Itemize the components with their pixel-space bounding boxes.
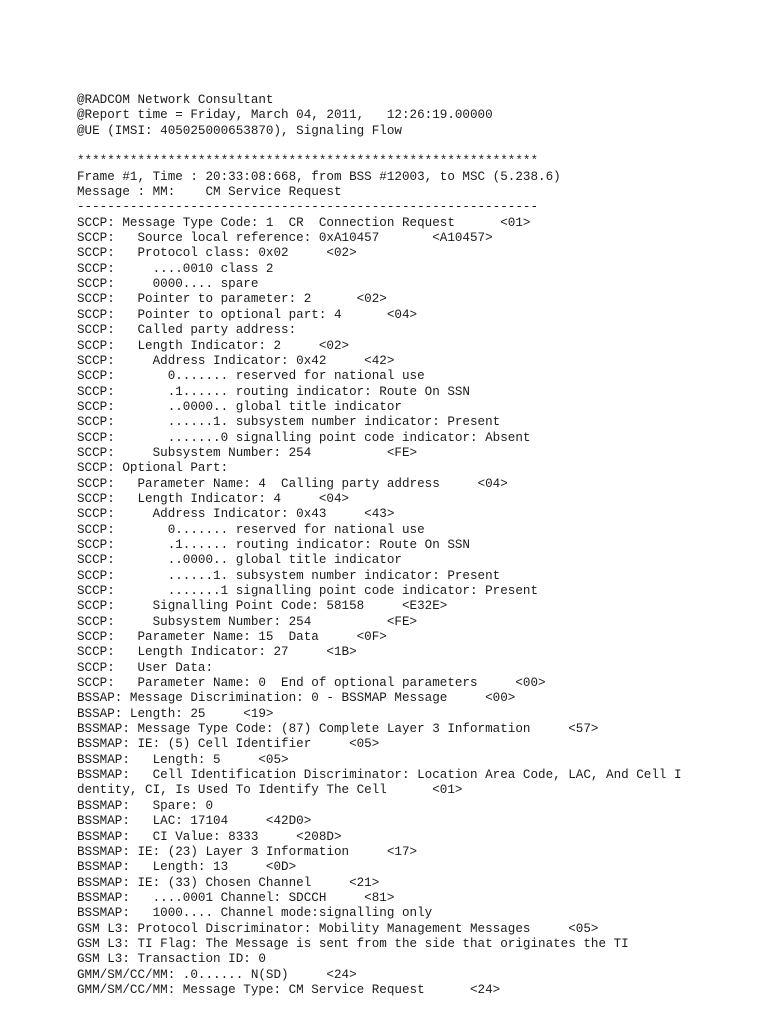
decode-line: GSM L3: Protocol Discriminator: Mobility Management Messages <05>: [77, 921, 599, 936]
decode-line: SCCP: Pointer to parameter: 2 <02>: [77, 292, 387, 307]
decode-line: BSSAP: Length: 25 <19>: [77, 706, 274, 721]
decode-line: SCCP: .1...... routing indicator: Route On SSN: [77, 537, 470, 552]
decode-line: SCCP: Parameter Name: 15 Data <0F>: [77, 630, 387, 645]
decode-line: BSSMAP: Length: 13 <0D>: [77, 860, 297, 875]
decode-line: SCCP: Parameter Name: 4 Calling party address <04>: [77, 476, 508, 491]
decode-line: BSSMAP: 1000.... Channel mode:signalling only: [77, 906, 433, 921]
decode-line: SCCP: .1...... routing indicator: Route On SSN: [77, 384, 470, 399]
decode-line: SCCP: Pointer to optional part: 4 <04>: [77, 307, 418, 322]
decode-line: GMM/SM/CC/MM: .0...... N(SD) <24>: [77, 967, 357, 982]
decode-line: GMM/SM/CC/MM: Message Type: CM Service Request <24>: [77, 982, 501, 997]
frame-star-separator: *************************************************************: [77, 154, 539, 169]
decode-line: BSSMAP: IE: (33) Chosen Channel <21>: [77, 875, 380, 890]
report-time-line: @Report time = Friday, March 04, 2011, 12:26:19.00000: [77, 108, 493, 123]
decode-line: BSSAP: Message Discrimination: 0 - BSSMAP Message <00>: [77, 691, 516, 706]
decode-line: SCCP: ..0000.. global title indicator: [77, 553, 402, 568]
decode-line: SCCP: 0....... reserved for national use: [77, 369, 425, 384]
decode-line: BSSMAP: LAC: 17104 <42D0>: [77, 814, 312, 829]
decode-line: SCCP: Called party address:: [77, 323, 297, 338]
spacer: [77, 139, 757, 154]
decode-line: SCCP: Subsystem Number: 254 <FE>: [77, 614, 418, 629]
decode-line: SCCP: Protocol class: 0x02 <02>: [77, 246, 357, 261]
decode-line: SCCP: Subsystem Number: 254 <FE>: [77, 445, 418, 460]
decode-line: SCCP: 0000.... spare: [77, 277, 259, 292]
frame-dash-separator: -------------------------------------------------------------: [77, 200, 539, 215]
decode-line: dentity, CI, Is Used To Identify The Cell <01>: [77, 783, 463, 798]
decode-line: SCCP: ......1. subsystem number indicator: Present: [77, 568, 501, 583]
frame-message: Message : MM: CM Service Request: [77, 185, 342, 200]
decode-line: SCCP: User Data:: [77, 660, 214, 675]
decode-line: SCCP: Address Indicator: 0x42 <42>: [77, 353, 395, 368]
decode-line: SCCP: Message Type Code: 1 CR Connection Request <01>: [77, 215, 531, 230]
decode-line: SCCP: Address Indicator: 0x43 <43>: [77, 507, 395, 522]
decode-line: SCCP: ....0010 class 2: [77, 261, 274, 276]
decode-line: BSSMAP: ....0001 Channel: SDCCH <81>: [77, 890, 395, 905]
report-document: [77, 93, 757, 998]
decode-line: BSSMAP: IE: (5) Cell Identifier <05>: [77, 737, 380, 752]
decode-line: BSSMAP: Spare: 0: [77, 798, 214, 813]
decode-line: SCCP: Length Indicator: 27 <1B>: [77, 645, 357, 660]
decode-lines: [77, 216, 757, 999]
frame-title: Frame #1, Time : 20:33:08:668, from BSS #12003, to MSC (5.238.6): [77, 169, 561, 184]
report-source-line: @RADCOM Network Consultant: [77, 93, 274, 107]
decode-line: SCCP: ......1. subsystem number indicator: Present: [77, 415, 501, 430]
report-ue-line: @UE (IMSI: 405025000653870), Signaling Flow: [77, 123, 402, 138]
decode-line: GSM L3: TI Flag: The Message is sent from the side that originates the TI: [77, 936, 629, 951]
decode-line: SCCP: Length Indicator: 4 <04>: [77, 491, 350, 506]
decode-line: SCCP: .......0 signalling point code indicator: Absent: [77, 430, 531, 445]
decode-line: BSSMAP: IE: (23) Layer 3 Information <17>: [77, 844, 418, 859]
decode-line: SCCP: Parameter Name: 0 End of optional parameters <00>: [77, 676, 546, 691]
decode-line: SCCP: Length Indicator: 2 <02>: [77, 338, 350, 353]
decode-line: SCCP: Source local reference: 0xA10457 <A10457>: [77, 231, 493, 246]
decode-line: GSM L3: Transaction ID: 0: [77, 952, 266, 967]
decode-line: BSSMAP: Message Type Code: (87) Complete Layer 3 Information <57>: [77, 722, 599, 737]
decode-line: SCCP: Optional Part:: [77, 461, 229, 476]
decode-line: BSSMAP: CI Value: 8333 <208D>: [77, 829, 342, 844]
decode-line: SCCP: .......1 signalling point code indicator: Present: [77, 584, 539, 598]
decode-line: SCCP: 0....... reserved for national use: [77, 522, 425, 537]
decode-line: SCCP: Signalling Point Code: 58158 <E32E>: [77, 599, 448, 614]
decode-line: BSSMAP: Length: 5 <05>: [77, 752, 289, 767]
decode-line: BSSMAP: Cell Identification Discriminator: Location Area Code, LAC, And Cell I: [77, 768, 682, 783]
decode-line: SCCP: ..0000.. global title indicator: [77, 399, 402, 414]
